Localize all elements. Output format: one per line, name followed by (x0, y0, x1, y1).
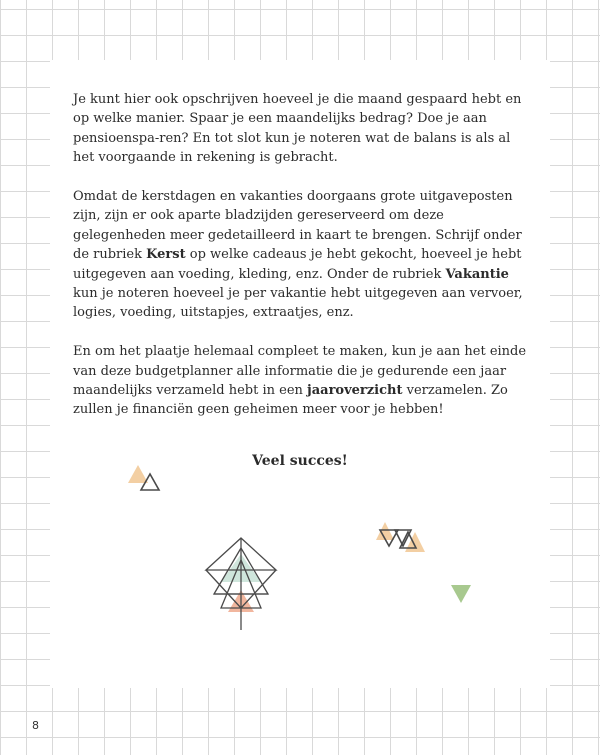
paragraph-annual-text-b: verzamelen. Zo zullen je financiën geen geheimen meer voor je hebben! (73, 383, 508, 418)
paragraph-holidays-text-a: Omdat de kerstdagen en vakanties doorgaans grote uitgaveposten zijn, zijn er ook aparte bladzijden gereserveerd om deze gelegenheden meer gedetailleerd in kaart te brengen. Schrijf onder de rubriek (73, 189, 522, 263)
paragraph-holidays-text-b: op welke cadeaus je hebt gekocht, hoeveel je hebt uitgegeven aan voeding, kleding, enz. Onder de rubriek (73, 247, 522, 282)
paragraph-savings-text: Je kunt hier ook opschrijven hoeveel je die maand gespaard hebt en op welke manier. Spaar je een maandelijks bedrag? Doe je aan pensioenspa-ren? En tot slot kun je noteren wat de balans is als al het voorgaande in rekening is gebracht. (73, 92, 522, 166)
geometric-tree-icon (206, 538, 276, 630)
term-kerst: Kerst (146, 247, 186, 263)
inverted-triangle-icon (451, 585, 471, 603)
content-panel (50, 60, 550, 688)
paragraph-holidays (73, 187, 533, 323)
term-vakantie: Vakantie (445, 266, 509, 282)
page-number: 8 (32, 719, 39, 732)
paragraph-annual-text-a: En om het plaatje helemaal compleet te maken, kun je aan het einde van deze budgetplanner alle informatie die je gedurende een jaar maandelijks verzameld hebt in een (73, 344, 527, 399)
paragraph-annual (73, 342, 533, 420)
term-jaaroverzicht: jaaroverzicht (307, 383, 403, 399)
triangle-cluster-right-icon (376, 522, 425, 552)
closing-text: Veel succes! (252, 453, 348, 469)
paragraph-holidays-text-c: kun je noteren hoeveel je per vakantie hebt uitgegeven aan vervoer, logies, voeding, uitstapjes, extraatjes, enz. (73, 286, 523, 321)
body-text (73, 90, 533, 439)
paragraph-savings (73, 90, 533, 168)
